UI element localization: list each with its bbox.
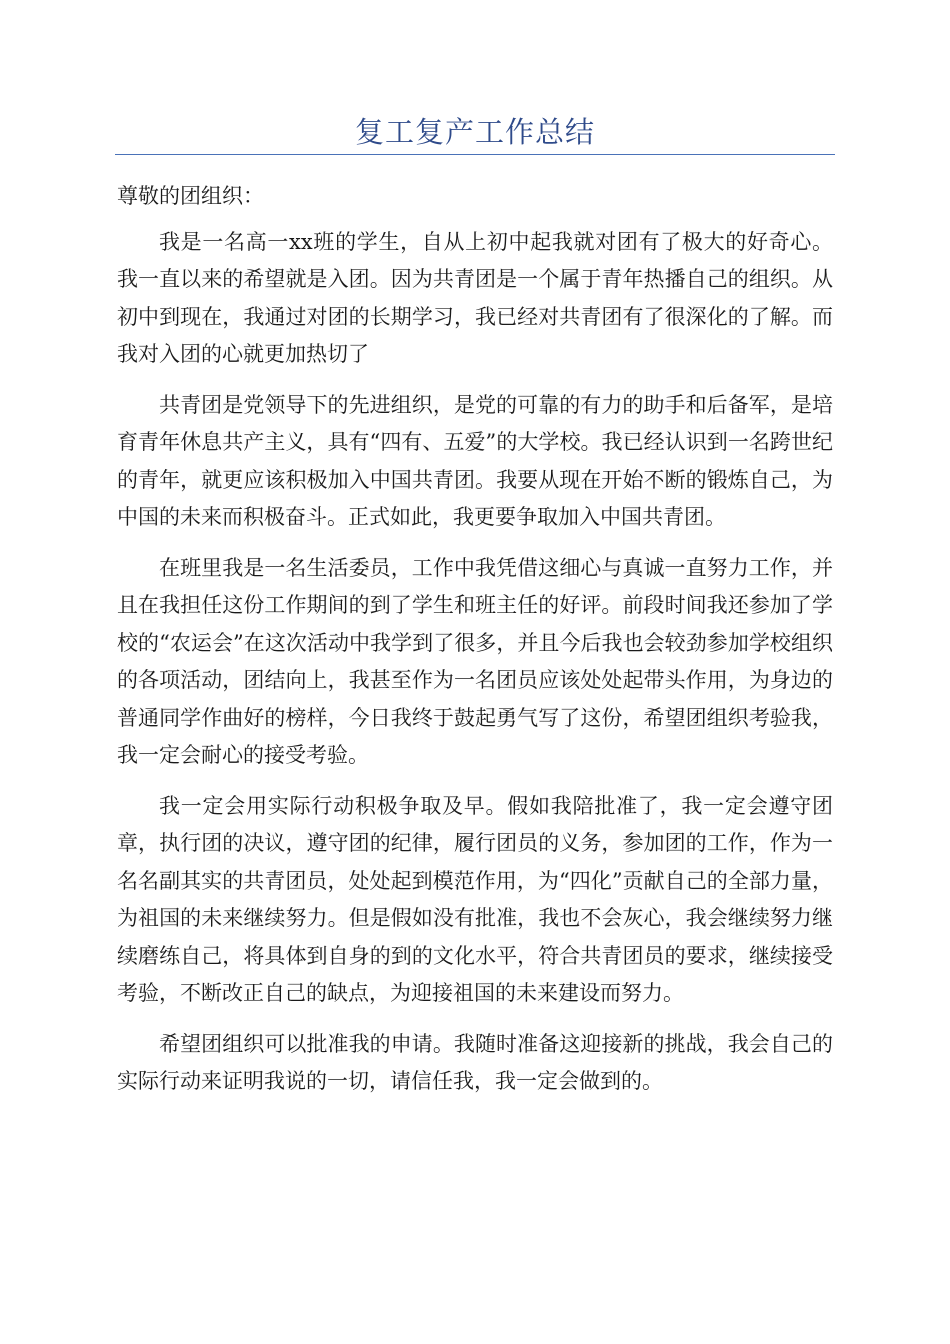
paragraph: 希望团组织可以批准我的申请。我随时准备这迎接新的挑战，我会自己的实际行动来证明我说的一切，请信任我，我一定会做到的。	[117, 1031, 833, 1093]
title-underline	[115, 154, 835, 155]
paragraph: 在班里我是一名生活委员，工作中我凭借这细心与真诚一直努力工作，并且在我担任这份工作期间的到了学生和班主任的好评。前段时间我还参加了学校的“农运会”在这次活动中我学到了很多，并且今后我也会较劲参加学校组织的各项活动，团结向上，我甚至作为一名团员应该处处起带头作用，为身边的普通同学作曲好的榜样，今日我终于鼓起勇气写了这份，希望团组织考验我，我一定会耐心的接受考验。	[117, 555, 833, 767]
paragraph: 我一定会用实际行动积极争取及早。假如我陪批准了，我一定会遵守团章，执行团的决议，遵守团的纪律，履行团员的义务，参加团的工作，作为一名名副其实的共青团员，处处起到模范作用，为“四化”贡献自己的全部力量，为祖国的未来继续努力。但是假如没有批准，我也不会灰心，我会继续努力继续磨练自己，将具体到自身的到的文化水平，符合共青团员的要求，继续接受考验，不断改正自己的缺点，为迎接祖国的未来建设而努力。	[117, 793, 833, 1005]
document-body	[117, 178, 833, 1114]
document-title: 复工复产工作总结	[354, 115, 595, 149]
paragraph: 我是一名高一xx班的学生，自从上初中起我就对团有了极大的好奇心。我一直以来的希望就是入团。因为共青团是一个属于青年热播自己的组织。从初中到现在，我通过对团的长期学习，我已经对共青团有了很深化的了解。而我对入团的心就更加热切了	[117, 229, 833, 366]
salutation: 尊敬的团组织：	[117, 184, 264, 208]
paragraph: 共青团是党领导下的先进组织，是党的可靠的有力的助手和后备军，是培育青年休息共产主义，具有“四有、五爱”的大学校。我已经认识到一名跨世纪的青年，就更应该积极加入中国共青团。我要从现在开始不断的锻炼自己，为中国的未来而积极奋斗。正式如此，我更要争取加入中国共青团。	[117, 392, 833, 529]
